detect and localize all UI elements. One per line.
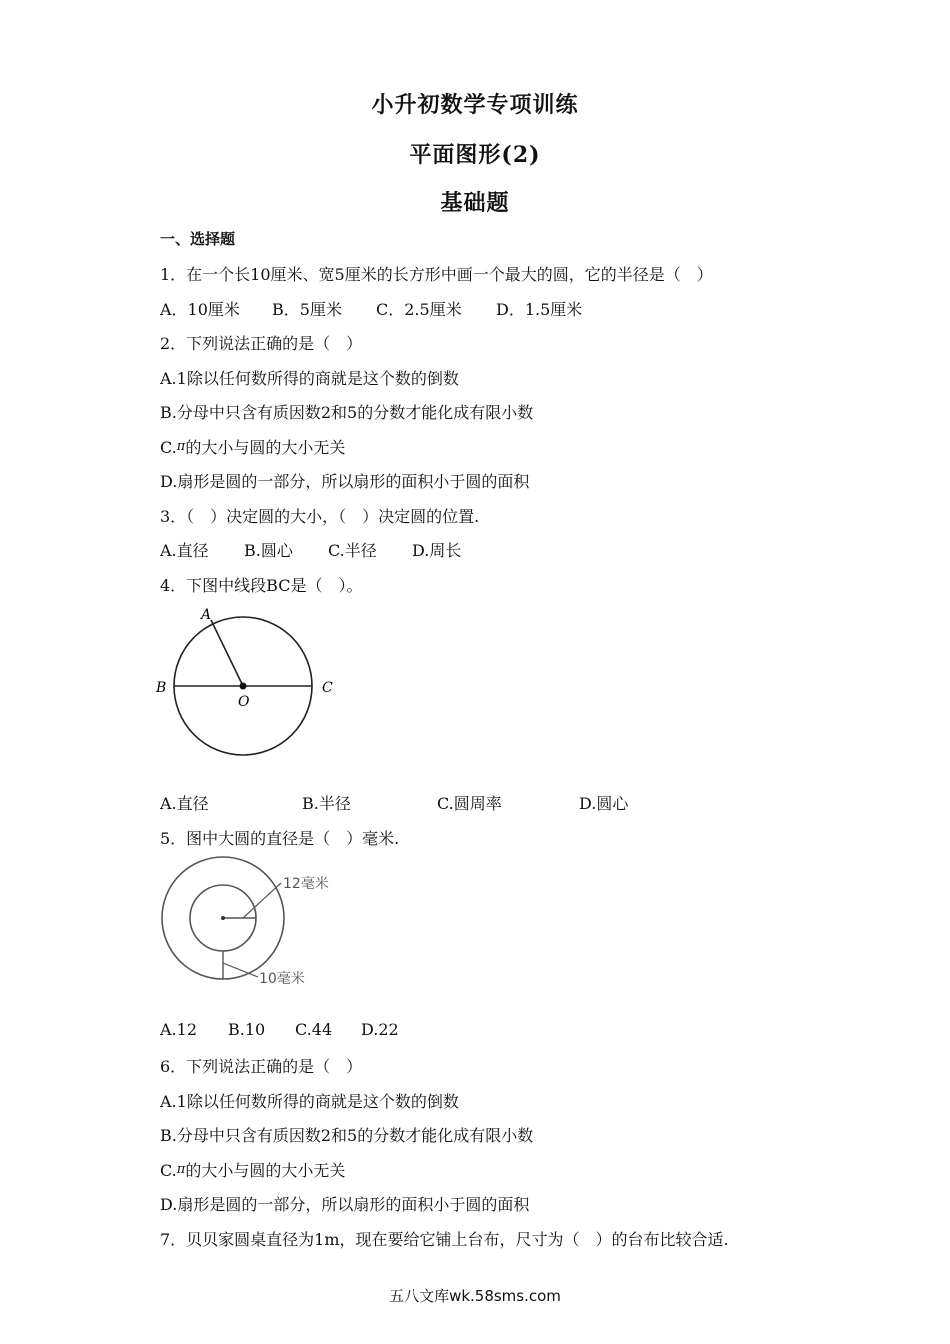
label-12mm: 12毫米 bbox=[283, 876, 329, 892]
label-c: C bbox=[322, 680, 333, 696]
label-a: A bbox=[201, 607, 212, 623]
q1-option-d: D．1.5厘米 bbox=[496, 300, 583, 319]
question-5-options bbox=[160, 1020, 399, 1039]
question-2-stem: 2．下列说法正确的是（ ） bbox=[160, 334, 363, 353]
q4-option-c: C.圆周率 bbox=[437, 794, 502, 813]
q2-option-a: A.1除以任何数所得的商就是这个数的倒数 bbox=[160, 369, 459, 388]
q5-option-d: D.22 bbox=[361, 1020, 399, 1039]
q6-option-c: C.π的大小与圆的大小无关 bbox=[160, 1161, 346, 1180]
segment-oa bbox=[211, 620, 243, 686]
pi-symbol: π bbox=[176, 1162, 186, 1177]
q3-option-a: A.直径 bbox=[160, 541, 209, 560]
center-dot bbox=[221, 916, 225, 920]
q4-option-d: D.圆心 bbox=[579, 794, 629, 813]
pi-symbol: π bbox=[176, 439, 186, 454]
center-point bbox=[240, 683, 247, 690]
q2-option-b: B.分母中只含有质因数2和5的分数才能化成有限小数 bbox=[160, 403, 534, 422]
outer-label-leader bbox=[223, 963, 258, 977]
doc-level-heading: 基础题 bbox=[440, 190, 510, 216]
q5-option-c: C.44 bbox=[295, 1020, 333, 1039]
question-1-stem: 1．在一个长10厘米、宽5厘米的长方形中画一个最大的圆，它的半径是（ ） bbox=[160, 265, 713, 284]
q5-option-b: B.10 bbox=[228, 1020, 266, 1039]
concentric-circles-figure bbox=[155, 855, 355, 995]
q5-option-a: A.12 bbox=[160, 1020, 197, 1039]
inner-label-leader bbox=[243, 883, 281, 918]
q1-option-a: A．10厘米 bbox=[160, 300, 240, 319]
question-1-options bbox=[160, 297, 582, 320]
doc-title: 小升初数学专项训练 bbox=[371, 92, 579, 118]
q3-option-b: B.圆心 bbox=[244, 541, 293, 560]
q4-option-a: A.直径 bbox=[160, 794, 209, 813]
q4-option-b: B.半径 bbox=[302, 794, 351, 813]
section-heading: 一、选择题 bbox=[160, 230, 236, 248]
q6-option-b: B.分母中只含有质因数2和5的分数才能化成有限小数 bbox=[160, 1126, 534, 1145]
label-o: O bbox=[238, 694, 250, 710]
question-3-stem: 3．（ ）决定圆的大小，（ ）决定圆的位置. bbox=[160, 507, 480, 526]
question-5-stem: 5．图中大圆的直径是（ ）毫米. bbox=[160, 829, 400, 848]
q3-option-d: D.周长 bbox=[412, 541, 462, 560]
doc-subtitle: 平面图形(2) bbox=[409, 142, 541, 168]
question-3-options bbox=[160, 538, 461, 561]
label-b: B bbox=[156, 680, 167, 696]
q1-option-b: B．5厘米 bbox=[272, 300, 342, 319]
question-7-stem: 7．贝贝家圆桌直径为1m，现在要给它铺上台布，尺寸为（ ）的台布比较合适. bbox=[160, 1230, 729, 1249]
q1-option-c: C．2.5厘米 bbox=[376, 300, 462, 319]
question-6-stem: 6．下列说法正确的是（ ） bbox=[160, 1057, 363, 1076]
q2-option-c: C.π的大小与圆的大小无关 bbox=[160, 438, 346, 457]
q3-option-c: C.半径 bbox=[328, 541, 377, 560]
q6-option-a: A.1除以任何数所得的商就是这个数的倒数 bbox=[160, 1092, 459, 1111]
q2-option-d: D.扇形是圆的一部分，所以扇形的面积小于圆的面积 bbox=[160, 472, 530, 491]
label-10mm: 10毫米 bbox=[259, 971, 305, 987]
question-4-options bbox=[160, 791, 628, 814]
question-4-stem: 4．下图中线段BC是（ ）。 bbox=[160, 576, 363, 595]
circle-diameter-figure bbox=[150, 602, 350, 764]
footer-watermark: 五八文库wk.58sms.com bbox=[389, 1287, 561, 1305]
q6-option-d: D.扇形是圆的一部分，所以扇形的面积小于圆的面积 bbox=[160, 1195, 530, 1214]
